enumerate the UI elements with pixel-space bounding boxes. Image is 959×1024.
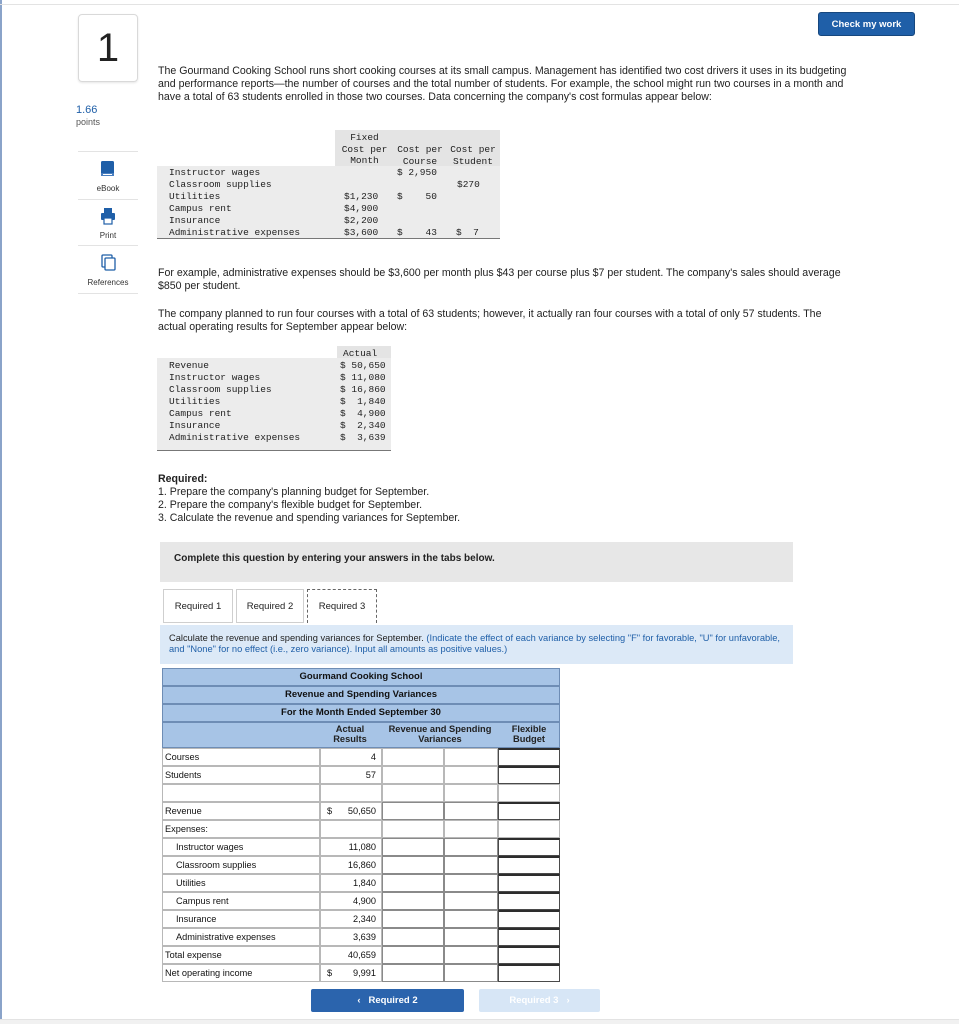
noi-flexible-input[interactable] (498, 964, 560, 982)
empty-cell (498, 820, 560, 838)
book-icon (98, 160, 118, 178)
empty-cell (382, 820, 444, 838)
required-item: 1. Prepare the company's planning budget for September. (158, 486, 430, 498)
table-title: Gourmand Cooking School (162, 668, 560, 686)
actual-value: $ 11,080 (340, 372, 386, 383)
empty-cell (444, 784, 498, 802)
actual-value: $ 16,860 (340, 384, 386, 395)
row-label-total-expense: Total expense (162, 946, 320, 964)
next-required-3-button[interactable] (479, 989, 600, 1012)
expense-actual: 3,639 (320, 928, 382, 946)
empty-cell (382, 766, 444, 784)
empty-cell (444, 748, 498, 766)
complete-banner-text: Complete this question by entering your answers in the tabs below. (174, 553, 495, 564)
table-period: For the Month Ended September 30 (162, 704, 560, 722)
col-actual-results: Actual Results (333, 724, 367, 744)
expense-flexible-input[interactable] (498, 856, 560, 874)
revenue-actual: 50,650 (347, 806, 376, 816)
expense-effect-select[interactable] (444, 856, 498, 874)
actual-value: $ 4,900 (340, 408, 386, 419)
required-item: 3. Calculate the revenue and spending variances for September. (158, 512, 461, 524)
instruction-note: (Indicate the effect of each variance by selecting "F" for favorable, "U" for unfavorable, and "None" for no effect (i.e., zero variance). Input all amounts as positive values.) (169, 633, 780, 654)
expense-flexible-input[interactable] (498, 910, 560, 928)
row-label: Insurance (169, 215, 221, 226)
ebook-label: eBook (96, 184, 120, 193)
noi-actual-cell (320, 964, 382, 982)
chevron-left-icon: ‹ (357, 995, 361, 1006)
required-item: 2. Prepare the company's flexible budget for September. (158, 499, 423, 511)
expense-flexible-input[interactable] (498, 838, 560, 856)
instruction-box (160, 625, 793, 664)
row-label: Insurance (169, 420, 221, 431)
points-value: 1.66 (76, 104, 98, 116)
total-effect-select[interactable] (444, 946, 498, 964)
complete-banner (160, 542, 793, 582)
actual-value: $ 2,340 (340, 420, 386, 431)
left-edge-bar (0, 0, 2, 1024)
course-value: $ 50 (397, 191, 437, 202)
references-button[interactable] (78, 254, 138, 287)
tab-required-3[interactable]: Required 3 (307, 589, 377, 623)
table-subtitle: Revenue and Spending Variances (162, 686, 560, 704)
references-label: References (87, 278, 129, 287)
expense-label: Utilities (162, 874, 320, 892)
expense-variance-input[interactable] (382, 928, 444, 946)
revenue-variance-effect-select[interactable] (444, 802, 498, 820)
row-label: Classroom supplies (169, 179, 272, 190)
ebook-button[interactable] (78, 160, 138, 193)
expense-label: Instructor wages (162, 838, 320, 856)
expense-actual: 4,900 (320, 892, 382, 910)
expense-label: Insurance (162, 910, 320, 928)
row-label-net-operating-income: Net operating income (162, 964, 320, 982)
expense-flexible-input[interactable] (498, 892, 560, 910)
bottom-divider (0, 1019, 959, 1024)
row-label: Instructor wages (169, 372, 261, 383)
expense-effect-select[interactable] (444, 838, 498, 856)
cost-formula-table (157, 130, 500, 242)
row-label: Administrative expenses (169, 432, 301, 443)
flex-students-input[interactable] (498, 766, 560, 784)
student-value: $ 7 (456, 227, 479, 238)
row-label: Classroom supplies (169, 384, 272, 395)
expense-actual: 16,860 (320, 856, 382, 874)
noi-effect-select[interactable] (444, 964, 498, 982)
student-value: $270 (457, 179, 480, 190)
instruction-main: Calculate the revenue and spending variances for September. (169, 633, 427, 643)
actual-results-table (157, 346, 391, 454)
courses-actual: 4 (320, 748, 382, 766)
expense-actual: 11,080 (320, 838, 382, 856)
students-actual: 57 (320, 766, 382, 784)
course-value: $ 43 (397, 227, 437, 238)
points-display (76, 104, 100, 128)
question-number: 1 (78, 14, 138, 82)
fixed-value: $2,200 (344, 215, 379, 226)
tools-divider (78, 199, 138, 200)
expense-variance-input[interactable] (382, 874, 444, 892)
expense-flexible-input[interactable] (498, 874, 560, 892)
intro-text: The Gourmand Cooking School runs short cooking courses at its small campus. Management has identified two cost drivers it uses in its budgeting and performance reports—the number of courses and the total number of students. For example, the school might run two courses in a month and have a total of 63 students enrolled in those two courses. Data concerning the company's cost formulas appear below: (158, 65, 847, 103)
check-my-work-button[interactable]: Check my work (818, 12, 915, 36)
tab-required-1[interactable]: Required 1 (163, 589, 233, 623)
references-icon (98, 254, 118, 272)
tools-divider (78, 245, 138, 246)
expense-actual: 1,840 (320, 874, 382, 892)
expense-variance-input[interactable] (382, 892, 444, 910)
expense-label: Administrative expenses (162, 928, 320, 946)
revenue-actual-cell (320, 802, 382, 820)
total-variance-input[interactable] (382, 946, 444, 964)
chevron-right-icon: › (566, 995, 570, 1006)
total-expense-actual: 40,659 (320, 946, 382, 964)
variance-answer-table (162, 668, 560, 981)
top-divider (0, 4, 959, 5)
header-student: Cost per Student (450, 144, 496, 167)
revenue-flexible-input[interactable] (498, 802, 560, 820)
expense-variance-input[interactable] (382, 856, 444, 874)
row-label: Revenue (169, 360, 209, 371)
empty-cell (444, 820, 498, 838)
header-fixed: Fixed Cost per Month (341, 132, 388, 166)
empty-cell (498, 784, 560, 802)
actual-header: Actual (343, 348, 378, 359)
row-label: Campus rent (169, 203, 232, 214)
flex-courses-input[interactable] (498, 748, 560, 766)
fixed-value: $1,230 (344, 191, 379, 202)
row-label-courses: Courses (162, 748, 320, 766)
tools-divider (78, 151, 138, 152)
revenue-variance-input[interactable] (382, 802, 444, 820)
row-label: Utilities (169, 396, 221, 407)
points-label: points (76, 117, 101, 127)
dollar-sign: $ (327, 806, 333, 816)
prev-required-2-button[interactable] (311, 989, 464, 1012)
col-flexible-budget: Flexible Budget (511, 724, 547, 744)
row-label-revenue: Revenue (162, 802, 320, 820)
example-text: For example, administrative expenses should be $3,600 per month plus $43 per course plus $7 per student. The company's sales should average $850 per student. (158, 267, 841, 292)
col-variances: Revenue and Spending Variances (388, 724, 492, 744)
actual-value: $ 3,639 (340, 432, 386, 443)
expense-variance-input[interactable] (382, 838, 444, 856)
expense-label: Classroom supplies (162, 856, 320, 874)
expense-effect-select[interactable] (444, 892, 498, 910)
table-bottom-rule (157, 450, 391, 451)
empty-cell (382, 784, 444, 802)
expense-effect-select[interactable] (444, 874, 498, 892)
fixed-value: $4,900 (344, 203, 379, 214)
empty-cell (444, 766, 498, 784)
empty-cell (382, 748, 444, 766)
expense-label: Campus rent (162, 892, 320, 910)
expense-effect-select[interactable] (444, 910, 498, 928)
required-title: Required: (158, 473, 208, 485)
header-course: Cost per Course (397, 144, 443, 167)
row-label: Instructor wages (169, 167, 261, 178)
prev-button-label: Required 2 (368, 995, 418, 1006)
noi-variance-input[interactable] (382, 964, 444, 982)
tab-required-2[interactable]: Required 2 (236, 589, 304, 623)
print-button[interactable] (78, 207, 138, 240)
noi-actual: 9,991 (353, 968, 376, 978)
total-flexible-input[interactable] (498, 946, 560, 964)
next-button-label: Required 3 (509, 995, 559, 1006)
row-label: Campus rent (169, 408, 232, 419)
empty-cell (162, 784, 320, 802)
expense-variance-input[interactable] (382, 910, 444, 928)
fixed-value: $3,600 (344, 227, 379, 238)
actual-value: $ 50,650 (340, 360, 386, 371)
planned-text: The company planned to run four courses with a total of 63 students; however, it actually ran four courses with a total of only 57 students. The actual operating results for September appear below: (158, 308, 822, 333)
print-label: Print (99, 231, 117, 240)
actual-value: $ 1,840 (340, 396, 386, 407)
empty-cell (320, 820, 382, 838)
row-label: Utilities (169, 191, 221, 202)
empty-cell (320, 784, 382, 802)
tools-divider (78, 293, 138, 294)
dollar-sign: $ (327, 968, 333, 978)
expense-effect-select[interactable] (444, 928, 498, 946)
row-label-students: Students (162, 766, 320, 784)
row-label: Administrative expenses (169, 227, 301, 238)
printer-icon (98, 207, 118, 225)
expense-actual: 2,340 (320, 910, 382, 928)
row-label-expenses: Expenses: (162, 820, 320, 838)
table-bottom-rule (157, 238, 500, 239)
course-value: $ 2,950 (397, 167, 437, 178)
expense-flexible-input[interactable] (498, 928, 560, 946)
